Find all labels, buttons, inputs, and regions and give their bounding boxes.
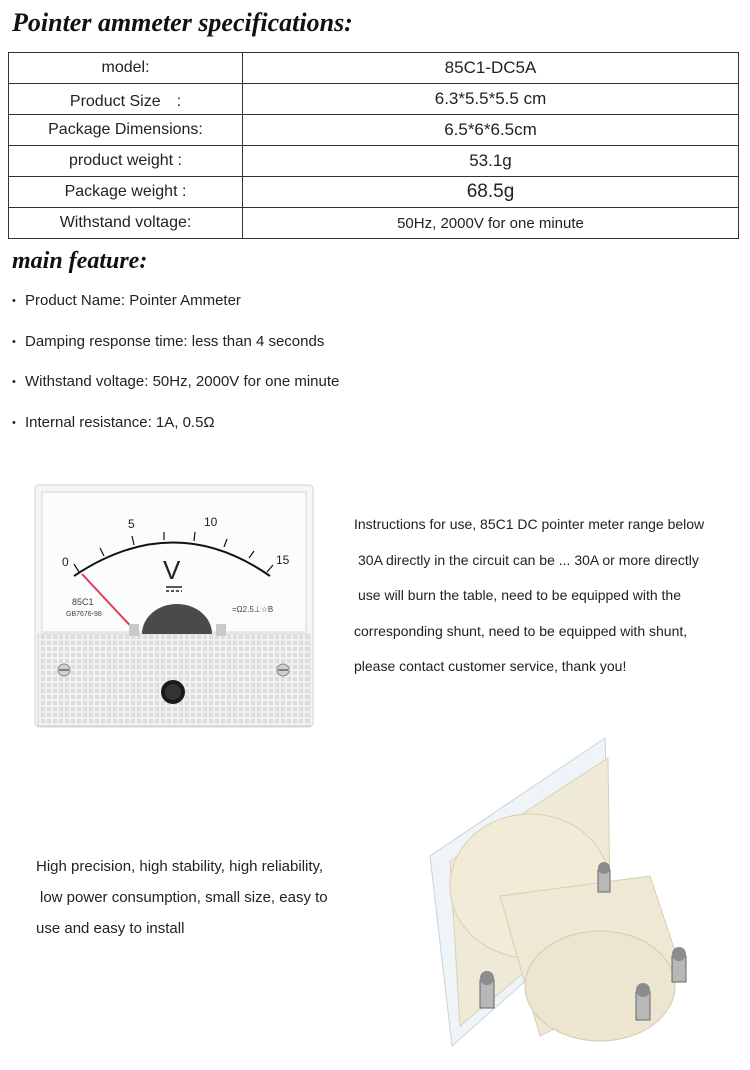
instructions-line: 30A directly in the circuit can be ... 30A or more directly — [358, 551, 699, 568]
table-row — [9, 53, 739, 84]
spec-label: Product Size : — [9, 84, 243, 115]
unit-label: V — [163, 555, 181, 585]
bullet-icon: • — [12, 416, 16, 429]
feature-list — [12, 292, 339, 454]
spec-label: Withstand voltage: — [9, 208, 243, 239]
table-row — [9, 177, 739, 208]
instructions-line: please contact customer service, thank you! — [354, 658, 627, 674]
class-mark: =Ω2.5⊥☆B — [232, 605, 274, 614]
bullet-icon: • — [12, 376, 16, 388]
spec-value: 68.5g — [243, 177, 739, 208]
list-item — [12, 333, 339, 374]
standard-mark: GB7676-98 — [66, 611, 102, 618]
spec-label: Package weight : — [9, 177, 243, 208]
instructions-line: Instructions for use, 85C1 DC pointer meter range below — [354, 516, 705, 532]
precision-line: use and easy to install — [36, 920, 185, 937]
spec-value: 6.5*6*6.5cm — [243, 115, 739, 146]
spec-value: 85C1-DC5A — [243, 53, 739, 84]
scale-label: 10 — [204, 515, 218, 529]
spec-value: 6.3*5.5*5.5 cm — [243, 84, 739, 115]
meter-side-image — [420, 736, 720, 1052]
model-mark: 85C1 — [72, 597, 94, 607]
precision-line: low power consumption, small size, easy to — [40, 889, 328, 906]
page-title: Pointer ammeter specifications: — [12, 8, 353, 37]
list-item — [12, 373, 339, 414]
meter-front-image — [34, 484, 314, 728]
scale-label: 15 — [276, 553, 290, 567]
instructions-line: use will burn the table, need to be equipped with the — [358, 587, 682, 603]
spec-value: 53.1g — [243, 146, 739, 177]
bullet-icon: • — [12, 295, 16, 307]
feature-text: Internal resistance: 1A, 0.5Ω — [25, 413, 215, 431]
list-item — [12, 414, 339, 455]
precision-text — [36, 858, 366, 951]
feature-text: Withstand voltage: 50Hz, 2000V for one minute — [25, 373, 340, 390]
feature-text: Product Name: Pointer Ammeter — [25, 292, 241, 309]
feature-text: Damping response time: less than 4 seconds — [25, 332, 325, 350]
table-row — [9, 208, 739, 239]
precision-line: High precision, high stability, high reliability, — [36, 858, 324, 875]
table-row — [9, 115, 739, 146]
bullet-icon: • — [12, 335, 16, 348]
table-row — [9, 84, 739, 115]
spec-label: model: — [9, 53, 243, 84]
scale-label: 0 — [62, 555, 69, 569]
spec-table — [8, 52, 739, 239]
spec-label: product weight : — [9, 146, 243, 177]
scale-label: 5 — [128, 517, 135, 531]
list-item — [12, 292, 339, 333]
spec-label: Package Dimensions: — [9, 115, 243, 146]
instructions-text — [354, 516, 744, 694]
instructions-line: corresponding shunt, need to be equipped with shunt, — [354, 622, 688, 639]
table-row — [9, 146, 739, 177]
feature-heading: main feature: — [12, 248, 148, 274]
spec-value: 50Hz, 2000V for one minute — [243, 208, 739, 239]
